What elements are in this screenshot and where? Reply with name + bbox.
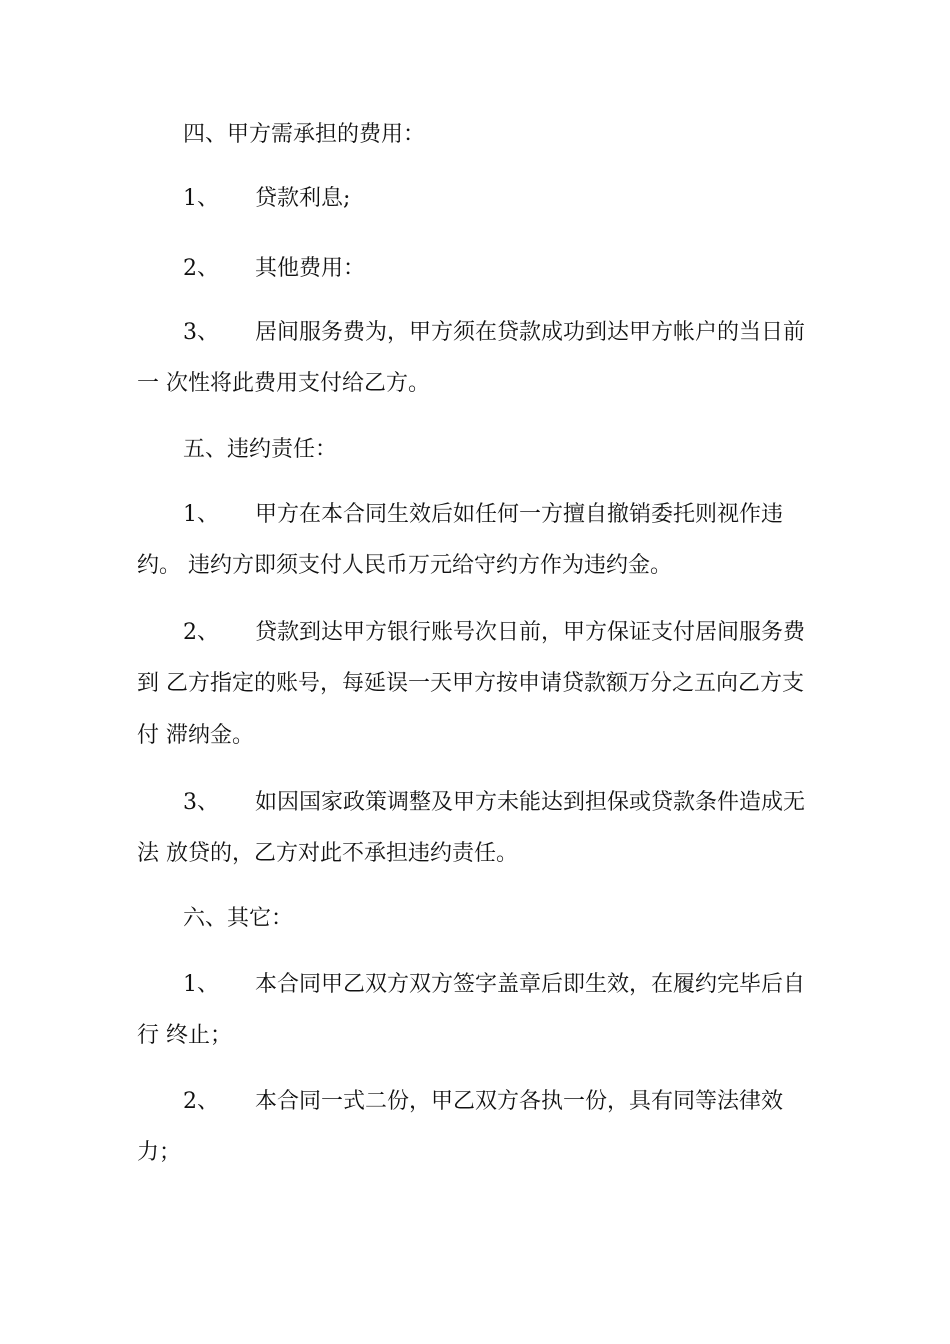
list-item <box>183 254 365 284</box>
item-number: 2、 <box>183 620 219 645</box>
item-number: 1、 <box>183 186 219 211</box>
list-item <box>183 618 805 648</box>
item-number: 2、 <box>183 1089 219 1114</box>
list-item <box>183 970 805 1000</box>
item-number: 2、 <box>183 256 219 281</box>
item-number: 3、 <box>183 790 219 815</box>
item-continuation: 力； <box>137 1140 182 1165</box>
item-number: 3、 <box>183 320 219 345</box>
list-item <box>183 500 783 530</box>
section-heading-other: 六、其它： <box>183 906 294 931</box>
section-heading-fees: 四、甲方需承担的费用： <box>183 122 426 147</box>
item-continuation: 行 终止； <box>137 1023 232 1048</box>
item-text: 本合同一式二份，甲乙双方各执一份，具有同等法律效 <box>255 1089 784 1114</box>
item-text: 贷款利息; <box>255 186 351 211</box>
item-text: 居间服务费为，甲方须在贷款成功到达甲方帐户的当日前 <box>255 320 806 345</box>
item-text: 如因国家政策调整及甲方未能达到担保或贷款条件造成无 <box>255 790 806 815</box>
item-continuation: 法 放贷的，乙方对此不承担违约责任。 <box>137 841 518 866</box>
list-item <box>183 1087 783 1117</box>
item-number: 1、 <box>183 502 219 527</box>
item-text: 甲方在本合同生效后如任何一方擅自撤销委托则视作违 <box>255 502 784 527</box>
item-number: 1、 <box>183 972 219 997</box>
section-heading-liability: 五、违约责任： <box>183 437 338 462</box>
item-text: 其他费用： <box>255 256 366 281</box>
list-item <box>183 184 350 214</box>
item-text: 贷款到达甲方银行账号次日前，甲方保证支付居间服务费 <box>255 620 806 645</box>
item-continuation: 付 滞纳金。 <box>137 723 254 748</box>
list-item <box>183 788 805 818</box>
item-continuation: 约。 违约方即须支付人民币万元给守约方作为违约金。 <box>137 553 672 578</box>
item-text: 本合同甲乙双方双方签字盖章后即生效，在履约完毕后自 <box>255 972 806 997</box>
list-item <box>183 318 805 348</box>
item-continuation: 一 次性将此费用支付给乙方。 <box>137 371 430 396</box>
item-continuation: 到 乙方指定的账号，每延误一天甲方按申请贷款额万分之五向乙方支 <box>137 671 804 696</box>
